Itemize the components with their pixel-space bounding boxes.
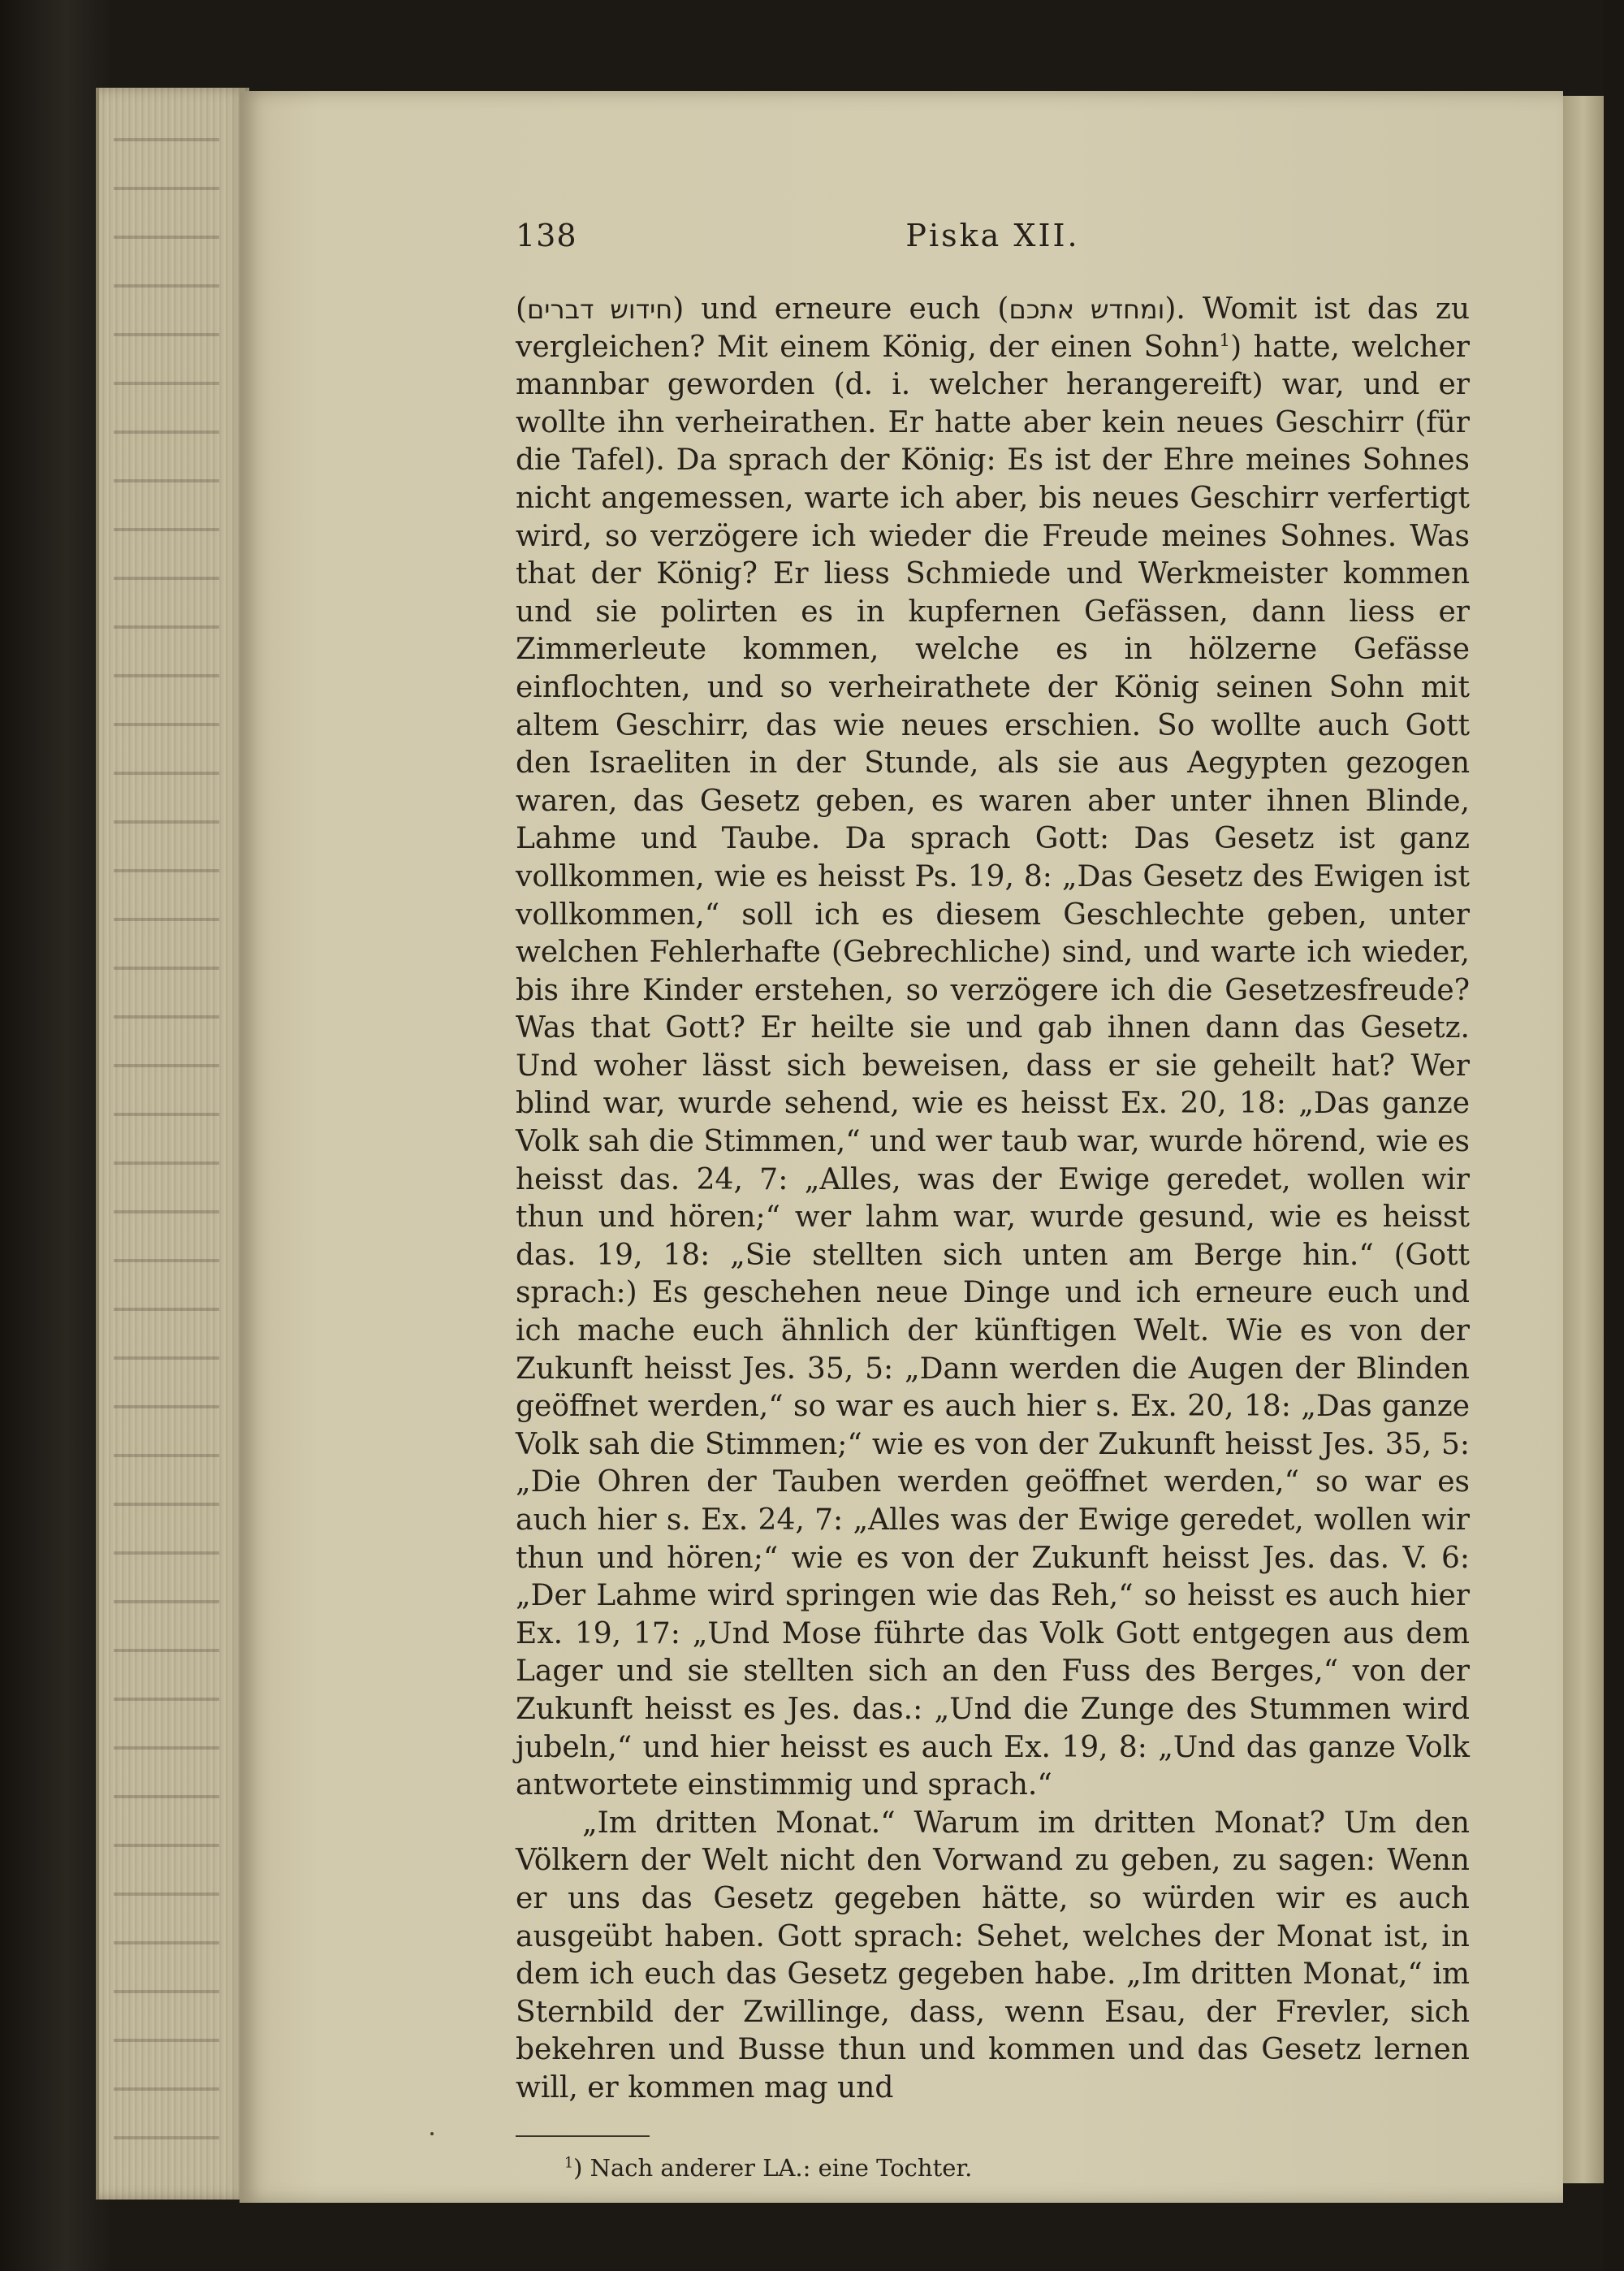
footnote-reference: 1	[1219, 330, 1231, 351]
page-header	[516, 218, 1470, 266]
paragraph-1-part-2: ). Womit ist das zu vergleichen? Mit einem König, der einen Sohn	[516, 292, 1471, 364]
footnote	[516, 2152, 1470, 2184]
body-text	[516, 291, 1470, 2108]
page-edge-ghost-print	[114, 114, 219, 2177]
hebrew-phrase-1: חידוש דברים	[527, 294, 673, 325]
next-page-edge	[1563, 96, 1604, 2183]
paragraph-2: „Im dritten Monat.“ Warum im dritten Monat? Um den Völkern der Welt nicht den Vorwand zu geben, zu sagen: Wenn er uns das Gesetz gegeben hätte, so würden wir es auch ausgeübt haben. Gott sprach: Sehet, welches der Monat ist, in dem ich euch das Gesetz gegeben habe. „Im dritten Monat,“ im Sternbild der Zwillinge, dass, wenn Esau, der Frevler, sich bekehren und Busse thun und kommen und das Gesetz lernen will, er kommen mag und	[516, 1806, 1470, 2104]
book-cover	[0, 0, 110, 2271]
paragraph-1: (חידוש דברים) und erneure euch (ומחדש אתכם). Womit ist das zu vergleichen? Mit einem König, der einen Sohn$^1$) hatte, welcher mannbar geworden (d. i. welcher herangereift) war, und er wollte ihn verheirathen. Er hatte aber kein neues Geschirr (für die Tafel). Da sprach der König: Es ist der Ehre meines Sohnes nicht angemessen, warte ich aber, bis neues Geschirr verfertigt wird, so verzögere ich wieder die Freude meines Sohnes. Was that der König? Er liess Schmiede und Werkmeister kommen und sie polirten es in kupfernen Gefässen, dann liess er Zimmerleute kommen, welche es in hölzerne Gefässe einflochten, und so verheirathete der König seinen Sohn mit altem Geschirr, das wie neues erschien. So wollte auch Gott den Israeliten in der Stunde, als sie aus Aegypten gezogen waren, das Gesetz geben, es waren aber unter ihnen Blinde, Lahme und Taube. Da sprach Gott: Das Gesetz ist ganz vollkommen, wie es heisst Ps. 19, 8: „Das Gesetz des Ewigen ist vollkommen,“ soll ich es diesem Geschlechte geben, unter welchen Fehlerhafte (Gebrechliche) sind, und warte ich wieder, bis ihre Kinder erstehen, so verzögere ich die Gesetzesfreude? Was that Gott? Er heilte sie und gab ihnen dann das Gesetz. Und woher lässt sich beweisen, dass er sie geheilt hat? Wer blind war, wurde sehend, wie es heisst Ex. 20, 18: „Das ganze Volk sah die Stimmen,“ und wer taub war, wurde hörend, wie es heisst das. 24, 7: „Alles, was der Ewige geredet, wollen wir thun und hören;“ wer lahm war, wurde gesund, wie es heisst das. 19, 18: „Sie stellten sich unten am Berge hin.“ (Gott sprach:) Es geschehen neue Dinge und ich erneure euch und ich mache euch ähnlich der künftigen Welt. Wie es von der Zukunft heisst Jes. 35, 5: „Dann werden die Augen der Blinden geöffnet werden,“ so war es auch hier s. Ex. 20, 18: „Das ganze Volk sah die Stimmen;“ wie es von der Zukunft heisst Jes. 35, 5: „Die Ohren der Tauben werden geöffnet werden,“ so war es auch hier s. Ex. 24, 7: „Alles was der Ewige geredet, wollen wir thun und hören;“ wie es von der Zukunft heisst Jes. das. V. 6: „Der Lahme wird springen wie das Reh,“ so heisst es auch hier Ex. 19, 17: „Und Mose führte das Volk Gott entgegen aus dem Lager und sie stellten sich an den Fuss des Berges,“ von der Zukunft heisst es Jes. das.: „Und die Zunge des Stummen wird jubeln,“ und hier heisst es auch Ex. 19, 8: „Und das ganze Volk antwortete einstimmig und sprach.“	[516, 292, 1471, 1802]
page-text-area	[516, 218, 1470, 2184]
paragraph-1-part-1: und erneure euch (	[701, 292, 1009, 326]
page-number: 138	[516, 218, 577, 253]
footnote-divider	[516, 2135, 650, 2137]
hebrew-phrase-2: ומחדש אתכם	[1009, 294, 1165, 325]
page-speck	[430, 2132, 434, 2135]
footnote-text: ) Nach anderer LA.: eine Tochter.	[573, 2153, 973, 2182]
footnote-marker: 1	[564, 2154, 574, 2171]
right-background	[1604, 0, 1624, 2271]
running-head: Piska XII.	[905, 218, 1080, 253]
paragraph-1-part-3: ) hatte, welcher mannbar geworden (d. i. welcher herangereift) war, und er wollte ihn verheirathen. Er hatte aber kein neues Geschirr (für die Tafel). Da sprach der König: Es ist der Ehre meines Sohnes nicht angemessen, warte ich aber, bis neues Geschirr verfertigt wird, so verzögere ich wieder die Freude meines Sohnes. Was that der König? Er liess Schmiede und Werkmeister kommen und sie polirten es in kupfernen Gefässen, dann liess er Zimmerleute kommen, welche es in hölzerne Gefässe einflochten, und so verheirathete der König seinen Sohn mit altem Geschirr, das wie neues erschien. So wollte auch Gott den Israeliten in der Stunde, als sie aus Aegypten gezogen waren, das Gesetz geben, es waren aber unter ihnen Blinde, Lahme und Taube. Da sprach Gott: Das Gesetz ist ganz vollkommen, wie es heisst Ps. 19, 8: „Das Gesetz des Ewigen ist vollkommen,“ soll ich es diesem Geschlechte geben, unter welchen Fehlerhafte (Gebrechliche) sind, und warte ich wieder, bis ihre Kinder erstehen, so verzögere ich die Gesetzesfreude? Was that Gott? Er heilte sie und gab ihnen dann das Gesetz. Und woher lässt sich beweisen, dass er sie geheilt hat? Wer blind war, wurde sehend, wie es heisst Ex. 20, 18: „Das ganze Volk sah die Stimmen,“ und wer taub war, wurde hörend, wie es heisst das. 24, 7: „Alles, was der Ewige geredet, wollen wir thun und hören;“ wer lahm war, wurde gesund, wie es heisst das. 19, 18: „Sie stellten sich unten am Berge hin.“ (Gott sprach:) Es geschehen neue Dinge und ich erneure euch und ich mache euch ähnlich der künftigen Welt. Wie es von der Zukunft heisst Jes. 35, 5: „Dann werden die Augen der Blinden geöffnet werden,“ so war es auch hier s. Ex. 20, 18: „Das ganze Volk sah die Stimmen;“ wie es von der Zukunft heisst Jes. 35, 5: „Die Ohren der Tauben werden geöffnet werden,“ so war es auch hier s. Ex. 24, 7: „Alles was der Ewige geredet, wollen wir thun und hören;“ wie es von der Zukunft heisst Jes. das. V. 6: „Der Lahme wird springen wie das Reh,“ so heisst es auch hier Ex. 19, 17: „Und Mose führte das Volk Gott entgegen aus dem Lager und sie stellten sich an den Fuss des Berges,“ von der Zukunft heisst es Jes. das.: „Und die Zunge des Stummen wird jubeln,“ und hier heisst es auch Ex. 19, 8: „Und das ganze Volk antwortete einstimmig und sprach.“	[516, 330, 1470, 1802]
